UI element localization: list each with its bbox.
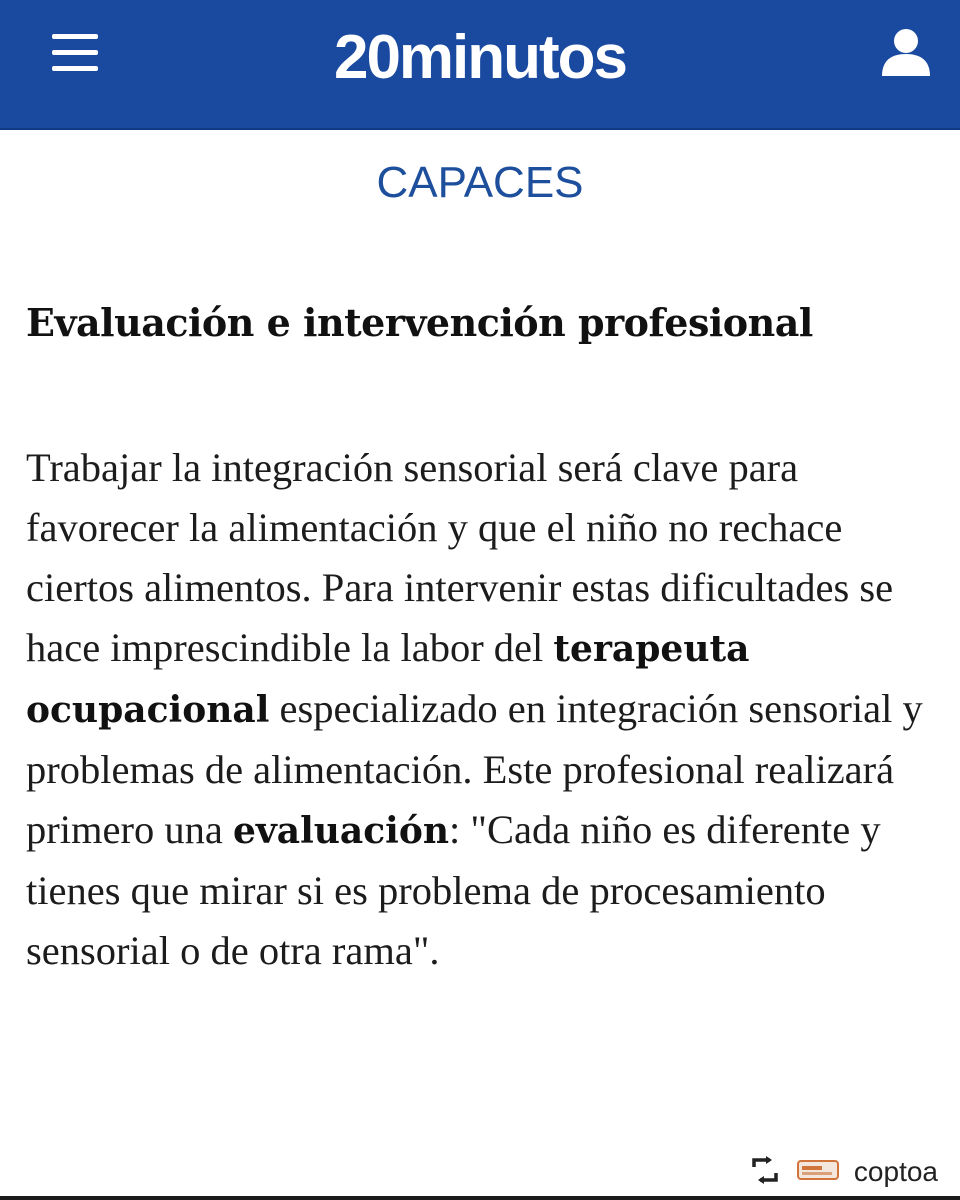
top-navigation-bar [0, 0, 960, 130]
body-text-segment: Trabajar la integración sensorial será clave para favorecer la alimentación y que el niño no rechace ciertos alimentos. Para intervenir estas dificultades se hace imprescindible la labor del [26, 445, 894, 670]
brand-logo[interactable]: 20minutos [333, 23, 627, 92]
repost-icon [748, 1155, 782, 1190]
account-username[interactable]: coptoa [853, 1156, 938, 1187]
section-label[interactable]: CAPACES [376, 158, 584, 207]
account-avatar-icon[interactable] [796, 1155, 840, 1190]
repost-footer [748, 1150, 938, 1194]
user-profile-icon[interactable] [878, 26, 934, 78]
bold-term-therapist: terapeuta ocupacional [26, 628, 750, 731]
body-text-segment: especializado en integración sensorial y problemas de alimentación. Este profesional realizará primero una [26, 686, 923, 852]
article-headline: Evaluación e intervención profesional [26, 300, 813, 345]
bold-term-evaluation: evaluación [232, 810, 450, 852]
body-text-segment: : "Cada niño es diferente y tienes que mirar si es problema de procesamiento sensorial o de otra rama". [26, 807, 881, 973]
bottom-border [0, 1196, 960, 1200]
article-paragraph [26, 438, 946, 981]
article-body [26, 438, 946, 981]
